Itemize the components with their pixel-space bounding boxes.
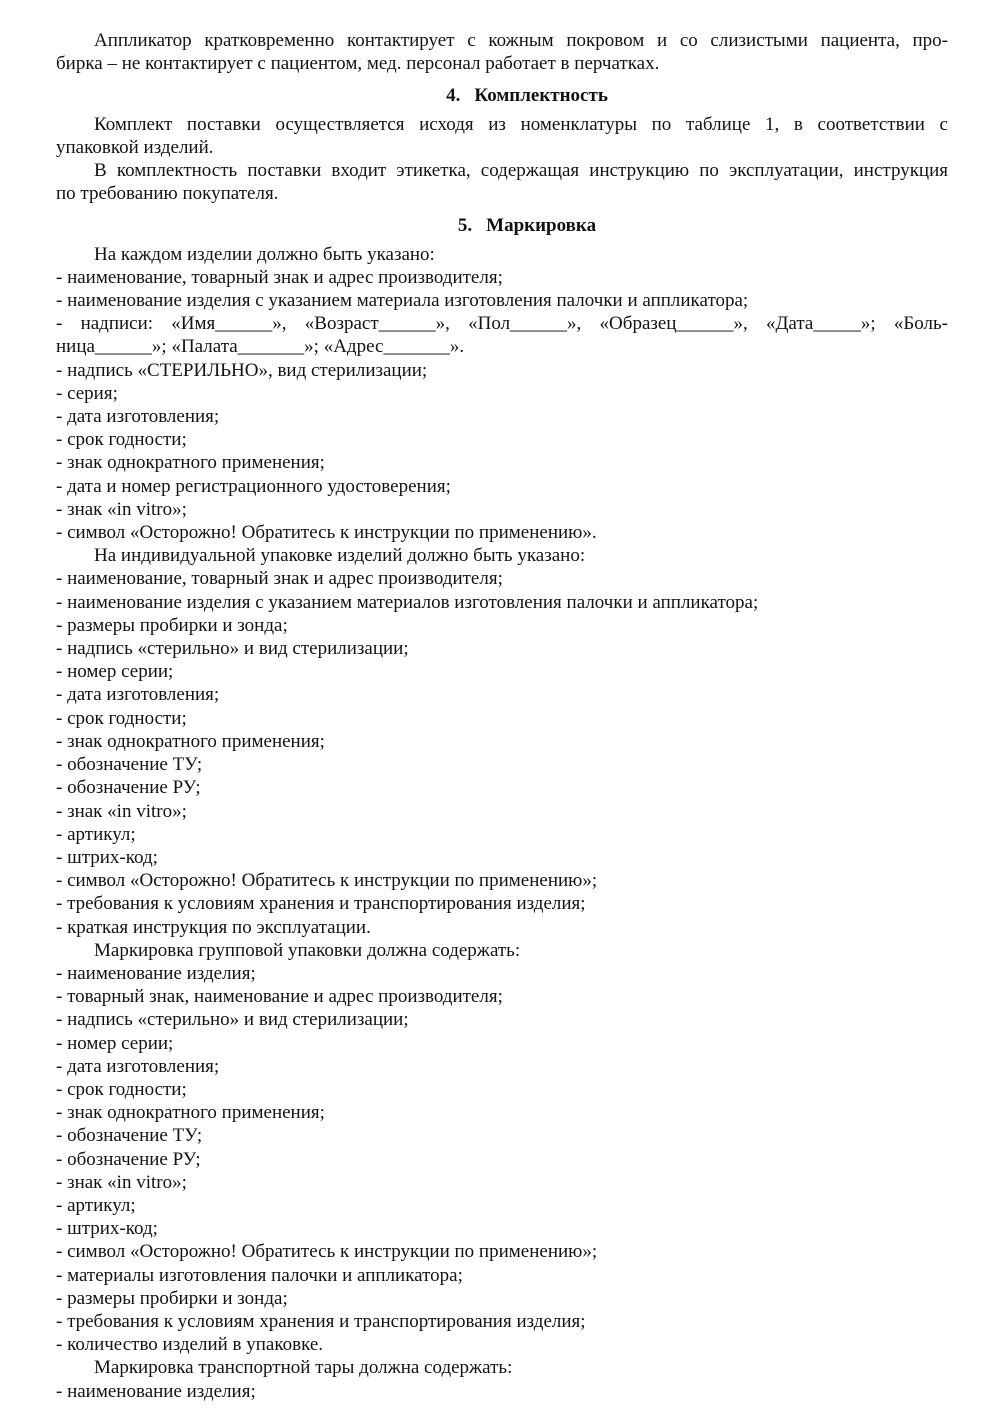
list-item-line: - срок годности; xyxy=(56,429,187,451)
list-item-line: - требования к условиям хранения и транспортирования изделия; xyxy=(56,1310,586,1332)
list-item-line: - надпись «стерильно» и вид стерилизации; xyxy=(56,638,409,660)
list-item-line: - номер серии; xyxy=(56,1032,174,1054)
list-item-line: - срок годности; xyxy=(56,1078,187,1100)
list-item-line: - знак «in vitro»; xyxy=(56,498,187,520)
list-item-line: - символ «Осторожно! Обратитесь к инструкции по применению»; xyxy=(56,870,598,892)
list-item-line: - штрих-код; xyxy=(56,846,158,868)
list-item-line: - обозначение ТУ; xyxy=(56,754,203,776)
section-title: Маркировка xyxy=(486,215,597,237)
list-item-line: - знак однократного применения; xyxy=(56,1102,325,1124)
list-item-line: - надпись «СТЕРИЛЬНО», вид стерилизации; xyxy=(56,359,428,381)
lead-in-line: На каждом изделии должно быть указано: xyxy=(94,243,435,265)
section-title: Комплектность xyxy=(474,85,608,107)
list-item-line: - знак однократного применения; xyxy=(56,730,325,752)
list-item-line: - наименование, товарный знак и адрес производителя; xyxy=(56,266,503,288)
list-item-line: - дата и номер регистрационного удостоверения; xyxy=(56,475,451,497)
list-item-line: - дата изготовления; xyxy=(56,684,220,706)
list-item-line: - размеры пробирки и зонда; xyxy=(56,1287,288,1309)
list-item-line: - обозначение ТУ; xyxy=(56,1125,203,1147)
list-item-line: - артикул; xyxy=(56,1194,136,1216)
list-item-line: - наименование, товарный знак и адрес производителя; xyxy=(56,568,503,590)
paragraph-line: бирка – не контактирует с пациентом, мед. персонал работает в перчатках. xyxy=(56,53,660,75)
lead-in-line: На индивидуальной упаковке изделий должно быть указано: xyxy=(94,545,586,567)
section-heading xyxy=(81,214,973,237)
list-item-line: - наименование изделия; xyxy=(56,1380,256,1402)
paragraph-line: В комплектность поставки входит этикетка, содержащая инструкцию по эксплуатации, инструкция xyxy=(94,160,948,182)
list-item-line: - надпись «стерильно» и вид стерилизации; xyxy=(56,1009,409,1031)
lead-in-line: Маркировка групповой упаковки должна содержать: xyxy=(94,939,521,961)
list-item-line: - наименование изделия с указанием материала изготовления палочки и аппликатора; xyxy=(56,290,749,312)
list-item-line: - серия; xyxy=(56,382,118,404)
list-item-line: - знак «in vitro»; xyxy=(56,800,187,822)
list-item-line: - знак «in vitro»; xyxy=(56,1171,187,1193)
section-number: 4. xyxy=(446,85,461,107)
list-item-line: - наименование изделия с указанием материалов изготовления палочки и аппликатора; xyxy=(56,591,759,613)
list-item-line: - требования к условиям хранения и транспортирования изделия; xyxy=(56,893,586,915)
paragraph-line: Аппликатор кратковременно контактирует с кожным покровом и со слизистыми пациента, про- xyxy=(94,30,948,51)
list-item-line: - краткая инструкция по эксплуатации. xyxy=(56,916,371,938)
list-item-line: - символ «Осторожно! Обратитесь к инструкции по применению». xyxy=(56,522,597,544)
list-item-line: - дата изготовления; xyxy=(56,406,220,428)
list-item-line: - артикул; xyxy=(56,823,136,845)
continuation-line: ница______»; «Палата_______»; «Адрес_______». xyxy=(56,336,465,358)
list-item-line: - надписи: «Имя______», «Возраст______», «Пол______», «Образец______», «Дата_____»; «Боль- xyxy=(56,313,948,335)
list-item-line: - штрих-код; xyxy=(56,1218,158,1240)
list-item-line: - обозначение РУ; xyxy=(56,777,201,799)
list-item-line: - знак однократного применения; xyxy=(56,452,325,474)
paragraph-line: Комплект поставки осуществляется исходя из номенклатуры по таблице 1, в соответствии с xyxy=(94,113,948,135)
list-item-line: - материалы изготовления палочки и аппликатора; xyxy=(56,1264,463,1286)
paragraph-line: по требованию покупателя. xyxy=(56,183,279,205)
list-item-line: - наименование изделия; xyxy=(56,962,256,984)
list-item-line: - номер серии; xyxy=(56,661,174,683)
list-item-line: - размеры пробирки и зонда; xyxy=(56,614,288,636)
list-item-line: - дата изготовления; xyxy=(56,1055,220,1077)
paragraph-line: упаковкой изделий. xyxy=(56,136,214,158)
section-heading xyxy=(81,84,973,107)
list-item-line: - обозначение РУ; xyxy=(56,1148,201,1170)
lead-in-line: Маркировка транспортной тары должна содержать: xyxy=(94,1357,513,1379)
list-item-line: - количество изделий в упаковке. xyxy=(56,1334,324,1356)
list-item-line: - символ «Осторожно! Обратитесь к инструкции по применению»; xyxy=(56,1241,598,1263)
section-number: 5. xyxy=(457,215,473,237)
list-item-line: - срок годности; xyxy=(56,707,187,729)
list-item-line: - товарный знак, наименование и адрес производителя; xyxy=(56,986,503,1008)
